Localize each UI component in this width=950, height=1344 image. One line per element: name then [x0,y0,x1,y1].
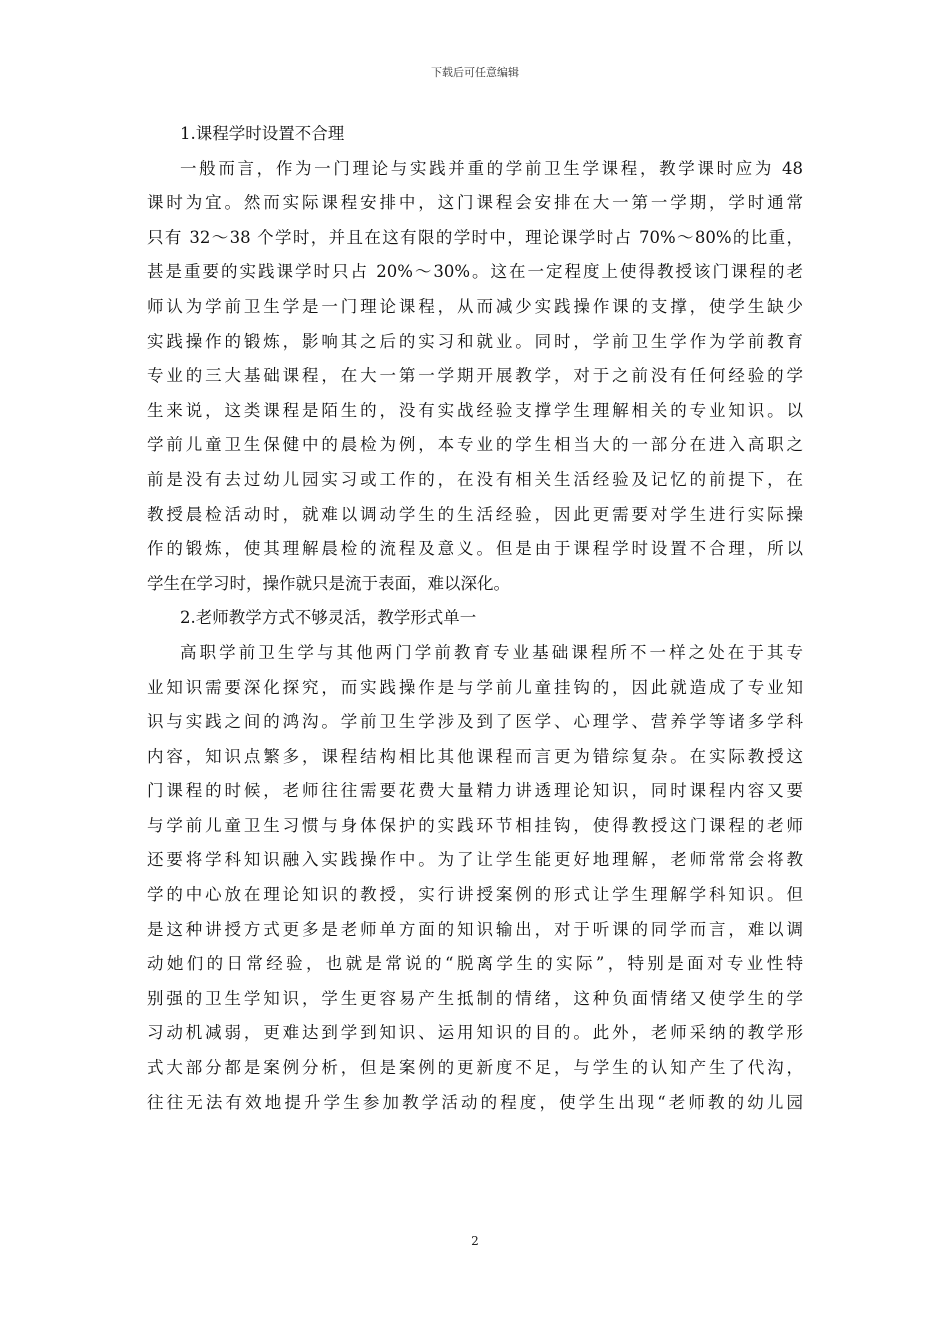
paragraph-line: 前是没有去过幼儿园实习或工作的，在没有相关生活经验及记忆的前提下，在 [147,469,803,489]
paragraph-line: 学生在学习时，操作就只是流于表面，难以深化。 [147,573,510,593]
paragraph-line: 式大部分都是案例分析，但是案例的更新度不足，与学生的认知产生了代沟， [147,1058,803,1078]
paragraph-line: 课时为宜。然而实际课程安排中，这门课程会安排在大一第一学期，学时通常 [147,193,803,213]
paragraph-line: 高职学前卫生学与其他两门学前教育专业基础课程所不一样之处在于其专 [180,642,803,662]
paragraph-line: 只有 32～38 个学时，并且在这有限的学时中，理论课学时占 70%～80%的比重， [147,227,803,247]
paragraph-line: 专业的三大基础课程，在大一第一学期开展教学，对于之前没有任何经验的学 [147,366,803,386]
paragraph-line: 别强的卫生学知识，学生更容易产生抵制的情绪，这种负面情绪又使学生的学 [147,988,803,1008]
paragraph-line: 识与实践之间的鸿沟。学前卫生学涉及到了医学、心理学、营养学等诸多学科 [147,712,803,732]
page-number: 2 [471,1234,479,1248]
paragraph-line: 生来说，这类课程是陌生的，没有实战经验支撑学生理解相关的专业知识。以 [147,400,803,420]
paragraph-line: 甚是重要的实践课学时只占 20%～30%。这在一定程度上使得教授该门课程的老 [147,262,803,282]
paragraph-line: 教授晨检活动时，就难以调动学生的生活经验，因此更需要对学生进行实际操 [147,504,803,524]
paragraph-line: 是这种讲授方式更多是老师单方面的知识输出，对于听课的同学而言，难以调 [147,919,803,939]
paragraph-line: 内容，知识点繁多，课程结构相比其他课程而言更为错综复杂。在实际教授这 [147,746,803,766]
paragraph-line: 动她们的日常经验，也就是常说的“脱离学生的实际”，特别是面对专业性特 [147,954,803,974]
paragraph-line: 一般而言，作为一门理论与实践并重的学前卫生学课程，教学课时应为 48 [180,158,803,178]
section-heading: 2.老师教学方式不够灵活，教学形式单一 [180,608,477,628]
paragraph-line: 实践操作的锻炼，影响其之后的实习和就业。同时，学前卫生学作为学前教育 [147,331,803,351]
paragraph-line: 学前儿童卫生保健中的晨检为例，本专业的学生相当大的一部分在进入高职之 [147,435,803,455]
paragraph-line: 师认为学前卫生学是一门理论课程，从而减少实践操作课的支撑，使学生缺少 [147,296,803,316]
paragraph-line: 学的中心放在理论知识的教授，实行讲授案例的形式让学生理解学科知识。但 [147,885,803,905]
paragraph-line: 与学前儿童卫生习惯与身体保护的实践环节相挂钩，使得教授这门课程的老师 [147,815,803,835]
section-heading: 1.课程学时设置不合理 [180,124,345,143]
paragraph-line: 门课程的时候，老师往往需要花费大量精力讲透理论知识，同时课程内容又要 [147,781,803,801]
paragraph-line: 还要将学科知识融入实践操作中。为了让学生能更好地理解，老师常常会将教 [147,850,803,870]
paragraph-line: 往往无法有效地提升学生参加教学活动的程度，使学生出现“老师教的幼儿园 [147,1092,803,1112]
paragraph-line: 习动机减弱，更难达到学到知识、运用知识的目的。此外，老师采纳的教学形 [147,1023,803,1043]
paragraph-line: 作的锻炼，使其理解晨检的流程及意义。但是由于课程学时设置不合理，所以 [147,539,803,559]
document-body [147,117,803,1120]
page-header: 下载后可任意编辑 [431,66,519,79]
paragraph-line: 业知识需要深化探究，而实践操作是与学前儿童挂钩的，因此就造成了专业知 [147,677,803,697]
